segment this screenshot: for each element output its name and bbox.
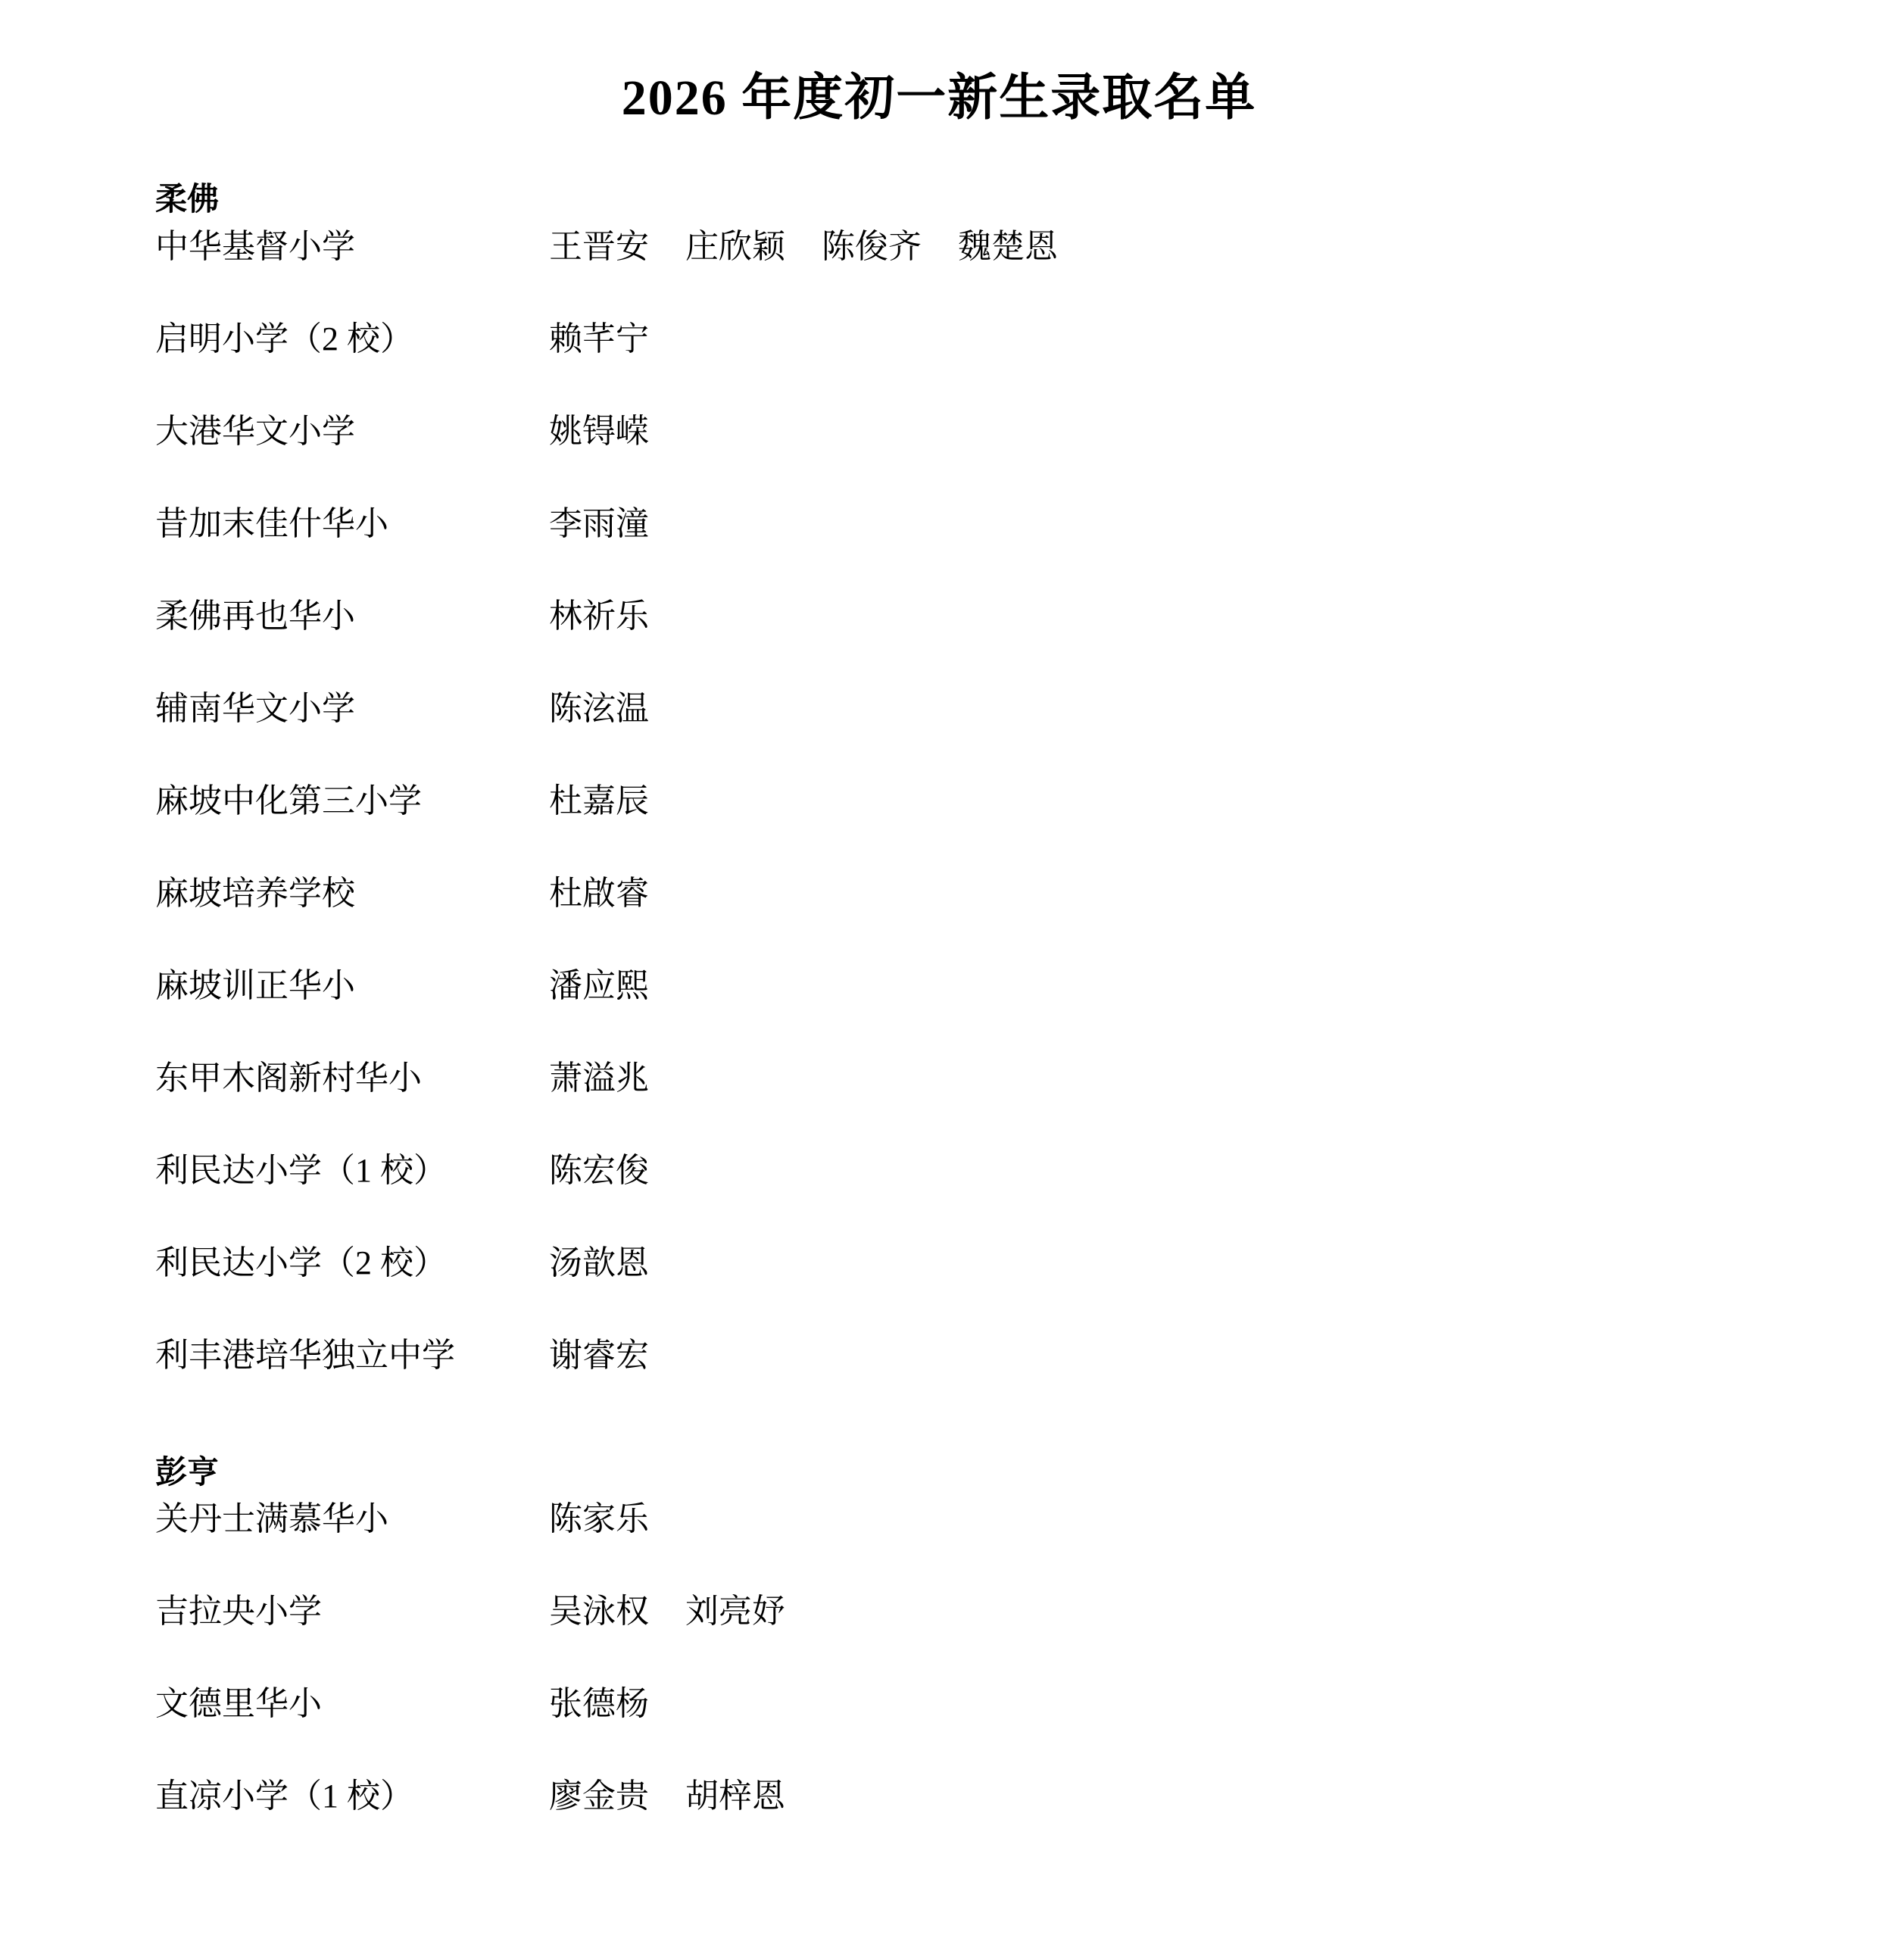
list-item [155, 963, 1787, 1018]
student-names [549, 409, 649, 454]
school-name: 东甲木阁新村华小 [155, 1059, 422, 1097]
list-item [155, 1589, 1787, 1643]
student-names [549, 1589, 785, 1634]
student-names [549, 1241, 649, 1285]
student-name: 潘应熙 [549, 966, 649, 1004]
student-names [549, 594, 649, 638]
student-name: 谢睿宏 [549, 1336, 649, 1374]
list-item [155, 1774, 1787, 1828]
student-name: 张德杨 [549, 1685, 649, 1723]
student-names [549, 686, 649, 731]
school-name: 辅南华文小学 [155, 689, 355, 727]
list-item [155, 317, 1787, 371]
list-item [155, 1056, 1787, 1110]
school-name: 文德里华小 [155, 1685, 322, 1723]
school-name: 利丰港培华独立中学 [155, 1336, 455, 1374]
student-names [549, 1148, 649, 1193]
student-name: 吴泳权 [549, 1593, 649, 1631]
student-name: 廖金贵 [549, 1777, 649, 1815]
page-title: 2026 年度初一新生录取名单 [621, 70, 1257, 126]
student-names [549, 1681, 649, 1726]
student-names [549, 963, 649, 1008]
region-section-rouf [155, 179, 1787, 1387]
school-name: 吉拉央小学 [155, 1593, 322, 1631]
student-name: 姚锝嵘 [549, 412, 649, 450]
student-names [549, 224, 1058, 269]
region-section-pahang [155, 1453, 1787, 1829]
student-names [549, 779, 649, 823]
list-item [155, 1681, 1787, 1736]
student-name: 杜啟睿 [549, 874, 649, 912]
student-name: 李雨潼 [549, 504, 649, 542]
list-item [155, 501, 1787, 556]
student-name: 杜嘉辰 [549, 782, 649, 819]
list-item [155, 871, 1787, 925]
student-names [549, 501, 649, 546]
student-name: 陈俊齐 [822, 227, 922, 265]
list-item [155, 1333, 1787, 1387]
student-name: 赖芊宁 [549, 320, 649, 357]
student-names [549, 1497, 649, 1541]
school-name: 利民达小学（2 校） [155, 1244, 447, 1281]
list-item [155, 1241, 1787, 1295]
school-name: 昔加末佳什华小 [155, 504, 388, 542]
student-names [549, 871, 649, 916]
student-name: 陈宏俊 [549, 1151, 649, 1189]
school-name: 柔佛再也华小 [155, 597, 355, 635]
school-name: 麻坡训正华小 [155, 966, 355, 1004]
school-name: 直凉小学（1 校） [155, 1777, 413, 1815]
student-name: 刘亮妤 [685, 1593, 785, 1631]
region-heading: 彭亨 [155, 1453, 220, 1490]
student-name: 汤歆恩 [549, 1244, 649, 1281]
school-name: 大港华文小学 [155, 412, 355, 450]
list-item [155, 686, 1787, 741]
school-name: 麻坡培养学校 [155, 874, 355, 912]
student-name: 陈家乐 [549, 1500, 649, 1538]
student-name: 王晋安 [549, 227, 649, 265]
list-item [155, 1497, 1787, 1551]
list-item [155, 594, 1787, 648]
school-name: 关丹士满慕华小 [155, 1500, 388, 1538]
admission-list [0, 179, 1878, 1828]
school-name: 启明小学（2 校） [155, 320, 413, 357]
school-name: 利民达小学（1 校） [155, 1151, 447, 1189]
student-names [549, 1774, 785, 1818]
student-name: 庄欣颖 [685, 227, 785, 265]
student-names [549, 317, 649, 361]
student-name: 陈泫温 [549, 689, 649, 727]
school-name: 麻坡中化第三小学 [155, 782, 422, 819]
region-heading: 柔佛 [155, 181, 220, 217]
student-names [549, 1333, 649, 1378]
list-item [155, 779, 1787, 833]
student-name: 魏楚恩 [958, 227, 1058, 265]
school-name: 中华基督小学 [155, 227, 355, 265]
student-name: 萧溢兆 [549, 1059, 649, 1097]
list-item [155, 224, 1787, 279]
list-item [155, 409, 1787, 463]
student-name: 林祈乐 [549, 597, 649, 635]
student-name: 胡梓恩 [685, 1777, 785, 1815]
student-names [549, 1056, 649, 1100]
list-item [155, 1148, 1787, 1203]
